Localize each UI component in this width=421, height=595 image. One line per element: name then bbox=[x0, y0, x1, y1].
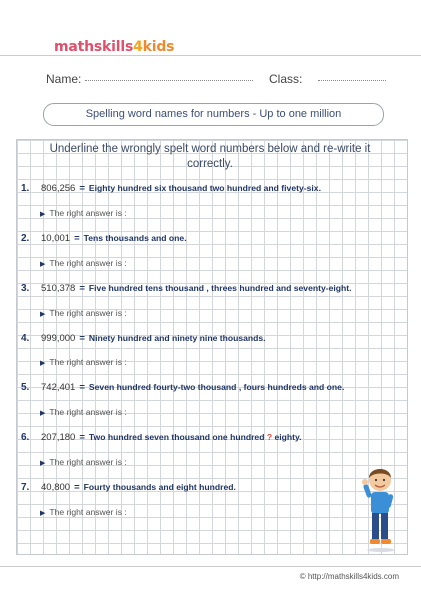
statement-part-a: Two hundred seven thousand one hundred bbox=[88, 432, 265, 442]
question-number: 1. bbox=[21, 183, 30, 194]
question-4 bbox=[21, 333, 266, 344]
answer-line-3[interactable] bbox=[40, 308, 127, 318]
question-value: 806,256 bbox=[41, 183, 76, 194]
question-statement[interactable]: Five hundred tens thousand , threes hundred and seventy-eight. bbox=[88, 283, 352, 293]
question-number: 7. bbox=[21, 482, 30, 493]
answer-line-2[interactable] bbox=[40, 258, 127, 268]
answer-line-1[interactable] bbox=[40, 208, 127, 218]
class-label: Class: bbox=[269, 72, 303, 86]
question-statement[interactable]: Ninety hundred and ninety nine thousands. bbox=[88, 333, 266, 343]
logo-math: math bbox=[54, 39, 94, 55]
footer-url[interactable]: © http://mathskills4kids.com bbox=[299, 572, 399, 581]
answer-label: The right answer is : bbox=[49, 357, 127, 367]
equals-sign: = bbox=[74, 482, 80, 493]
triangle-bullet-icon: ▶ bbox=[40, 360, 46, 367]
question-5 bbox=[21, 382, 344, 393]
question-number: 4. bbox=[21, 333, 30, 344]
kid-illustration bbox=[360, 462, 402, 552]
question-7 bbox=[21, 482, 236, 493]
logo-skills: skills bbox=[93, 39, 134, 55]
question-value: 742,401 bbox=[41, 382, 76, 393]
name-field[interactable] bbox=[46, 72, 253, 86]
question-number: 5. bbox=[21, 382, 30, 393]
question-value: 510,378 bbox=[41, 283, 76, 294]
logo-kids: kids bbox=[142, 39, 175, 55]
question-statement[interactable]: Tens thousands and one. bbox=[83, 233, 187, 243]
instruction-text: Underline the wrongly spelt word numbers below and re-write it correctly. bbox=[49, 143, 371, 170]
triangle-bullet-icon: ▶ bbox=[40, 510, 46, 517]
answer-line-6[interactable] bbox=[40, 457, 127, 467]
question-value: 40,800 bbox=[41, 482, 71, 493]
equals-sign: = bbox=[79, 432, 85, 443]
triangle-bullet-icon: ▶ bbox=[40, 460, 46, 467]
worksheet-title: Spelling word names for numbers - Up to one million bbox=[43, 103, 384, 126]
question-2 bbox=[21, 233, 187, 244]
question-1 bbox=[21, 183, 321, 194]
triangle-bullet-icon: ▶ bbox=[40, 311, 46, 318]
triangle-bullet-icon: ▶ bbox=[40, 211, 46, 218]
class-field[interactable] bbox=[269, 72, 386, 86]
name-label: Name: bbox=[46, 72, 82, 86]
question-value: 999,000 bbox=[41, 333, 76, 344]
triangle-bullet-icon: ▶ bbox=[40, 410, 46, 417]
name-line[interactable] bbox=[85, 80, 253, 81]
question-statement[interactable]: Fourty thousands and eight hundred. bbox=[83, 482, 236, 492]
question-6 bbox=[21, 432, 302, 443]
answer-label: The right answer is : bbox=[49, 308, 127, 318]
statement-part-b: eighty. bbox=[274, 432, 302, 442]
question-number: 3. bbox=[21, 283, 30, 294]
answer-line-5[interactable] bbox=[40, 407, 127, 417]
question-number: 6. bbox=[21, 432, 30, 443]
question-statement[interactable]: Seven hundred fourty-two thousand , fours hundreds and one. bbox=[88, 382, 345, 392]
question-mark: ? bbox=[266, 432, 273, 442]
equals-sign: = bbox=[79, 382, 85, 393]
footer-divider bbox=[0, 566, 421, 567]
question-statement[interactable]: Eighty hundred six thousand two hundred and fivety-six. bbox=[88, 183, 321, 193]
header-divider bbox=[0, 55, 421, 56]
triangle-bullet-icon: ▶ bbox=[40, 261, 46, 268]
equals-sign: = bbox=[79, 283, 85, 294]
answer-line-7[interactable] bbox=[40, 507, 127, 517]
question-number: 2. bbox=[21, 233, 30, 244]
question-3 bbox=[21, 283, 352, 294]
answer-label: The right answer is : bbox=[49, 208, 127, 218]
logo bbox=[54, 39, 174, 55]
equals-sign: = bbox=[79, 333, 85, 344]
answer-label: The right answer is : bbox=[49, 407, 127, 417]
logo-four: 4 bbox=[133, 39, 143, 55]
question-statement[interactable] bbox=[89, 432, 302, 442]
equals-sign: = bbox=[79, 183, 85, 194]
equals-sign: = bbox=[74, 233, 80, 244]
question-value: 10,001 bbox=[41, 233, 71, 244]
answer-label: The right answer is : bbox=[49, 457, 127, 467]
answer-label: The right answer is : bbox=[49, 507, 127, 517]
answer-label: The right answer is : bbox=[49, 258, 127, 268]
class-line[interactable] bbox=[318, 80, 386, 81]
question-value: 207,180 bbox=[41, 432, 76, 443]
answer-line-4[interactable] bbox=[40, 357, 127, 367]
